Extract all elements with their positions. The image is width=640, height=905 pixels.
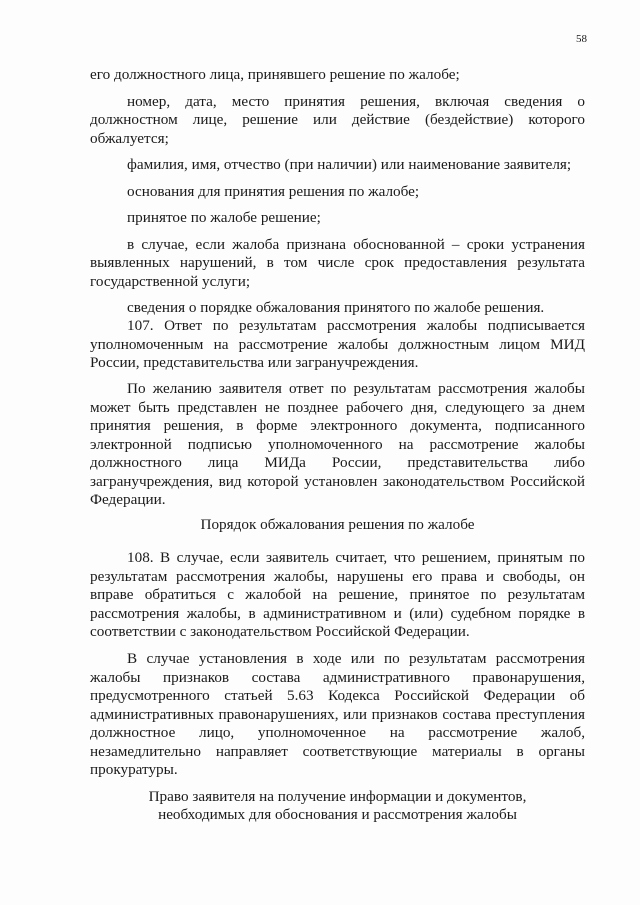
paragraph-grounds: основания для принятия решения по жалобе; <box>127 182 420 200</box>
page-number: 58 <box>576 33 587 45</box>
paragraph-justified-case: в случае, если жалоба признана обоснованной – сроки устранения выявленных нарушений, в том числе срок предоставления результата государственной услуги; <box>90 235 585 290</box>
electronic-answer-block <box>90 380 585 510</box>
paragraph-107: 107. Ответ по результатам рассмотрения жалобы подписывается уполномоченным на рассмотрение жалобы должностным лицом МИД России, представительства или загранучреждения. <box>90 317 585 371</box>
paragraph-decision: принятое по жалобе решение; <box>127 209 321 226</box>
paragraph-official: его должностного лица, принявшего решение по жалобе; <box>90 66 460 83</box>
paragraph-appeal-info: сведения о порядке обжалования принятого по жалобе решения. <box>127 299 545 316</box>
item-107-block <box>90 317 585 373</box>
item-108-block <box>90 549 585 642</box>
violation-block <box>90 650 585 780</box>
heading-rights-line-1: Право заявителя на получение информации и документов, <box>148 788 527 805</box>
paragraph-applicant-name: фамилия, имя, отчество (при наличии) или наименование заявителя; <box>127 156 572 173</box>
heading-appeal-order: Порядок обжалования решения по жалобе <box>200 516 475 533</box>
decision-contents-block <box>90 66 585 318</box>
paragraph-108: 108. В случае, если заявитель считает, что решением, принятым по результатам рассмотрения жалобы, нарушены его права и свободы, он вправе обратиться с жалобой на решение, принятое по результатам рассмотрения жалобы, в административном и (или) судебном порядке в соответствии с законодательством Российской Федерации. <box>90 549 585 640</box>
paragraph-decision-details: номер, дата, место принятия решения, включая сведения о должностном лице, решение или действие (бездействие) которого обжалуется; <box>90 92 585 147</box>
paragraph-violation: В случае установления в ходе или по результатам рассмотрения жалобы признаков состава административного правонарушения, предусмотренного статьей 5.63 Кодекса Российской Федерации об административных правонарушениях, или признаков состава преступления должностное лицо, уполномоченное на рассмотрение жалоб, незамедлительно направляет соответствующие материалы в органы прокуратуры. <box>90 650 585 778</box>
heading-rights-line-2: необходимых для обоснования и рассмотрения жалобы <box>158 806 517 823</box>
paragraph-electronic-answer: По желанию заявителя ответ по результатам рассмотрения жалобы может быть представлен не позднее рабочего дня, следующего за днем принятия решения, в форме электронного документа, подписанного электронной подписью уполномоченного на рассмотрение жалобы должностного лица МИДа России, представительства либо загранучреждения, вид которой установлен законодательством Российской Федерации. <box>90 380 585 508</box>
